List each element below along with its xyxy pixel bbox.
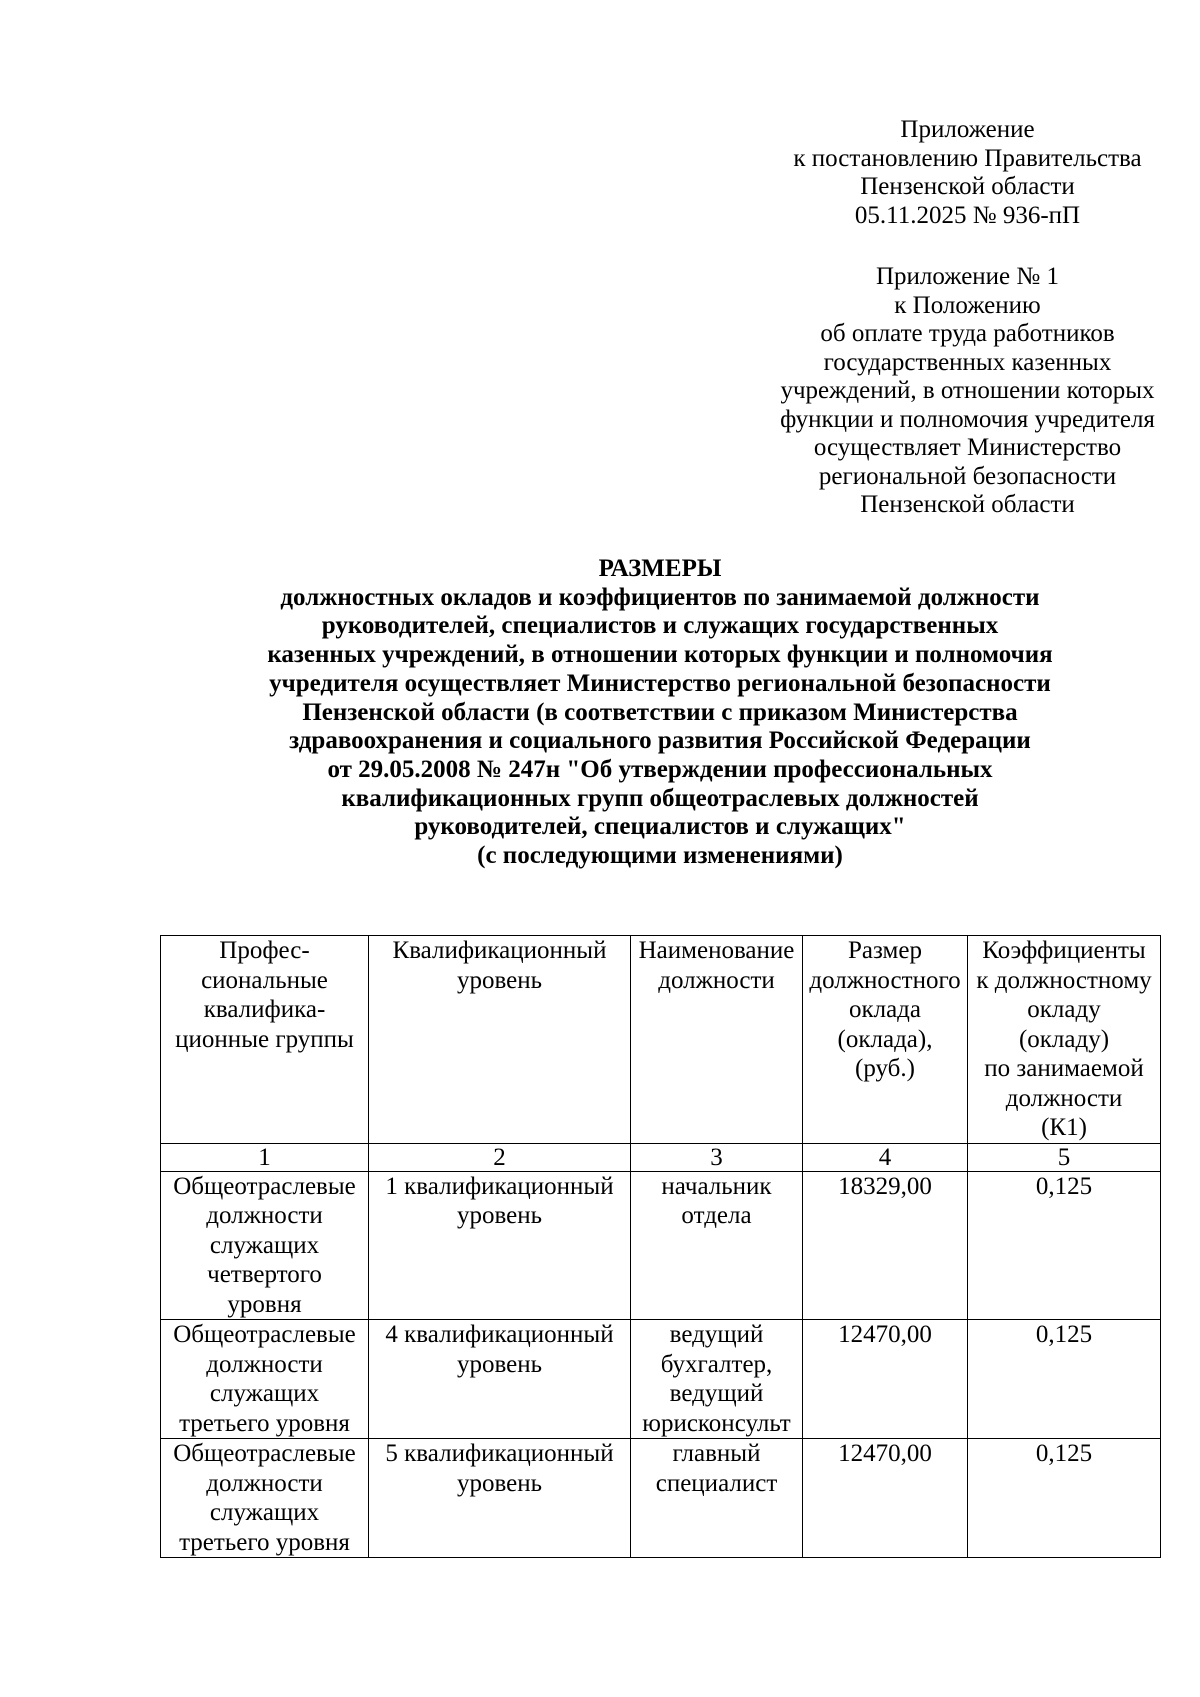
- title-line: руководителей, специалистов и служащих государственных: [321, 612, 999, 640]
- cell-line: Общеотраслевые: [173, 1440, 356, 1467]
- header-line: Размер: [848, 937, 922, 964]
- header-line: (оклада),: [837, 1025, 933, 1053]
- cell-line: ведущий: [669, 1321, 764, 1348]
- cell-line: 4 квалификационный: [385, 1321, 614, 1348]
- appendix-header-line: Приложение: [900, 116, 1035, 143]
- header-line: квалифика-: [203, 996, 326, 1023]
- header-line: (окладу): [1018, 1025, 1110, 1053]
- cell-level: [369, 1171, 631, 1320]
- cell-line: отдела: [681, 1202, 752, 1229]
- cell-line: главный: [672, 1440, 761, 1467]
- header-professional-group: [161, 936, 369, 1144]
- table-header-row: [161, 936, 1161, 1144]
- title-line: квалификационных групп общеотраслевых должностей: [341, 784, 979, 812]
- cell-line: Общеотраслевые: [173, 1172, 356, 1200]
- appendix-header-line: к постановлению Правительства: [793, 144, 1142, 172]
- cell-position: [631, 1320, 803, 1439]
- cell-line: четвертого: [207, 1261, 322, 1288]
- cell-line: ведущий: [669, 1380, 764, 1407]
- column-number: 4: [803, 1143, 968, 1171]
- column-number: 5: [968, 1143, 1161, 1171]
- header-qualification-level: [369, 936, 631, 1144]
- cell-line: уровень: [456, 1350, 543, 1378]
- cell-coefficient: 0,125: [968, 1320, 1161, 1439]
- appendix-sub-line: региональной безопасности: [818, 462, 1117, 490]
- header-line: Коэффициенты: [982, 937, 1146, 964]
- cell-line: должности: [206, 1350, 323, 1378]
- header-line: должности: [658, 966, 775, 994]
- header-line: (руб.): [855, 1055, 915, 1082]
- cell-coefficient: 0,125: [968, 1171, 1161, 1320]
- header-line: Квалификационный: [392, 937, 607, 964]
- appendix-sub-line: к Положению: [894, 291, 1041, 319]
- appendix-sub-line: осуществляет Министерство: [813, 434, 1122, 461]
- title-line: должностных окладов и коэффициентов по занимаемой должности: [280, 583, 1040, 611]
- header-line: должностного: [809, 966, 961, 994]
- appendix-header: [720, 116, 1200, 230]
- column-number: 1: [161, 1143, 369, 1171]
- salary-table-wrapper: [160, 935, 1160, 1558]
- title-line: Пензенской области (в соответствии с приказом Министерства: [302, 698, 1018, 726]
- title-line: здравоохранения и социального развития Российской Федерации: [289, 727, 1031, 755]
- title-line: от 29.05.2008 № 247н "Об утверждении профессиональных: [327, 755, 993, 783]
- cell-line: 1 квалификационный: [385, 1172, 614, 1200]
- header-line: сиональные: [201, 966, 328, 994]
- title-line: руководителей, специалистов и служащих": [414, 813, 906, 841]
- appendix-sub-header: [720, 263, 1200, 520]
- cell-line: третьего уровня: [179, 1409, 350, 1437]
- cell-line: бухгалтер,: [660, 1350, 773, 1378]
- appendix-sub-line: Приложение № 1: [875, 263, 1060, 290]
- cell-level: [369, 1439, 631, 1558]
- cell-position: [631, 1171, 803, 1320]
- cell-group: [161, 1439, 369, 1558]
- table-row: [161, 1439, 1161, 1558]
- appendix-sub-line: функции и полномочия учредителя: [780, 405, 1155, 433]
- title-line: казенных учреждений, в отношении которых функции и полномочия: [267, 641, 1053, 669]
- cell-coefficient: 0,125: [968, 1439, 1161, 1558]
- title-heading: РАЗМЕРЫ: [598, 555, 722, 582]
- cell-group: [161, 1320, 369, 1439]
- header-line: Профес-: [219, 937, 310, 964]
- table-row: [161, 1171, 1161, 1320]
- header-salary-amount: [803, 936, 968, 1144]
- cell-salary: 12470,00: [803, 1320, 968, 1439]
- cell-line: служащих: [209, 1499, 320, 1526]
- appendix-sub-line: государственных казенных: [823, 348, 1112, 376]
- column-number: 3: [631, 1143, 803, 1171]
- header-line: Наименование: [638, 937, 795, 964]
- header-line: уровень: [456, 966, 543, 994]
- appendix-header-date: 05.11.2025 № 936-пП: [854, 201, 1081, 229]
- header-line: оклада: [848, 996, 922, 1023]
- cell-line: уровень: [456, 1469, 543, 1497]
- column-number-row: [161, 1143, 1161, 1171]
- cell-line: уровня: [227, 1290, 302, 1318]
- cell-line: Общеотраслевые: [173, 1321, 356, 1348]
- appendix-sub-line: учреждений, в отношении которых: [780, 377, 1155, 404]
- cell-salary: 12470,00: [803, 1439, 968, 1558]
- cell-line: уровень: [456, 1202, 543, 1229]
- appendix-sub-line: об оплате труда работников: [820, 320, 1115, 347]
- document-title: [150, 555, 1170, 871]
- title-line: учредителя осуществляет Министерство региональной безопасности: [269, 669, 1051, 697]
- cell-line: должности: [206, 1202, 323, 1229]
- cell-position: [631, 1439, 803, 1558]
- title-line: (с последующими изменениями): [477, 842, 843, 870]
- header-line: ционные группы: [175, 1025, 354, 1053]
- cell-group: [161, 1171, 369, 1320]
- cell-line: служащих: [209, 1231, 320, 1259]
- appendix-sub-line: Пензенской области: [860, 491, 1075, 518]
- cell-salary: 18329,00: [803, 1171, 968, 1320]
- cell-line: специалист: [655, 1469, 778, 1497]
- header-position-name: [631, 936, 803, 1144]
- column-number: 2: [369, 1143, 631, 1171]
- appendix-header-line: Пензенской области: [860, 173, 1075, 200]
- salary-table: [160, 935, 1161, 1558]
- header-line: по занимаемой: [984, 1055, 1144, 1082]
- cell-line: 5 квалификационный: [385, 1440, 614, 1467]
- header-line: должности: [1005, 1084, 1123, 1112]
- cell-line: начальник: [661, 1172, 772, 1200]
- cell-line: служащих: [209, 1380, 320, 1407]
- header-coefficient: [968, 936, 1161, 1144]
- header-line: (К1): [1041, 1114, 1087, 1141]
- cell-line: третьего уровня: [179, 1528, 350, 1556]
- cell-line: юрисконсульт: [642, 1409, 791, 1437]
- header-line: к должностному: [976, 966, 1152, 994]
- cell-line: должности: [206, 1469, 323, 1497]
- header-line: окладу: [1027, 996, 1101, 1023]
- cell-level: [369, 1320, 631, 1439]
- table-row: [161, 1320, 1161, 1439]
